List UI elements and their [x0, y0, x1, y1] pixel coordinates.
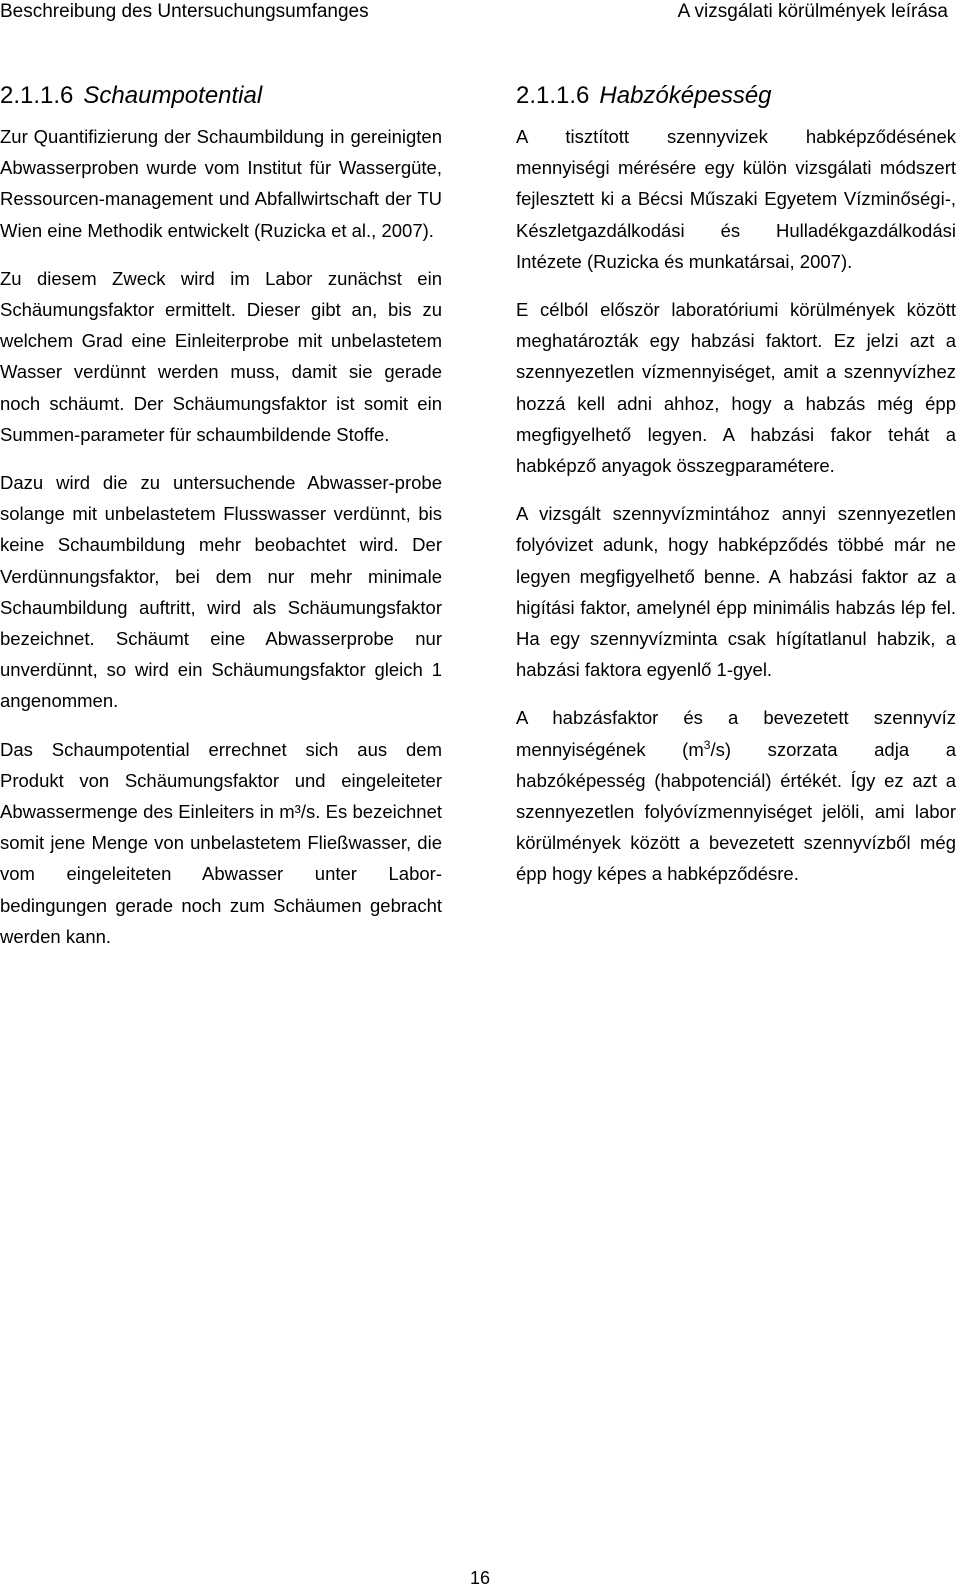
running-header-left: Beschreibung des Untersuchungsumfanges [0, 1, 369, 22]
page-number: 16 [469, 1568, 491, 1588]
german-paragraph: Dazu wird die zu untersuchende Abwasser-probe solange mit unbelastetem Flusswasser verdünnt, bis keine Schaumbildung mehr beobachtet wird. Der Verdünnungsfaktor, bei dem nur mehr minimale Schaumbildung auftritt, wird als Schäumungsfaktor bezeichnet. Schäumt eine Abwasserprobe nur unverdünnt, so wird ein Schäumungsfaktor gleich 1 angenommen. [0, 472, 442, 712]
hungarian-paragraph: A vizsgált szennyvízmintához annyi szennyezetlen folyóvizet adunk, hogy habképződés többé már ne legyen megfigyelhető benne. A habzási faktor az a higítási faktor, amelynél épp minimális habzás lép fel. Ha egy szennyvízminta csak hígítatlanul habzik, a habzási faktora egyenlő 1-gyel. [516, 503, 956, 681]
hungarian-last-text-a: A habzásfaktor és a bevezetett szennyvíz mennyiségének (m [516, 707, 956, 760]
hungarian-paragraph: A tisztított szennyvizek habképződésének mennyiségi mérésére egy külön vizsgálati módszert fejlesztett ki a Bécsi Műszaki Egyetem Vízminőségi-, Készletgazdálkodási és Hulladékgazdálkodási Intézete (Ruzicka és munkatársai, 2007). [516, 126, 956, 272]
hungarian-column [516, 80, 956, 907]
hungarian-last-text-b: /s) szorzata adja a habzóképesség (habpotenciál) értékét. Így ez azt a szennyezetlen folyóvízmennyiséget jelöli, ami labor körülmények között a bevezetett szennyvízből még épp hogy képes a habképződésre. [516, 738, 957, 885]
hungarian-section-title: Habzóképesség [599, 82, 772, 109]
german-section-heading [0, 80, 442, 112]
hungarian-paragraph-last [516, 702, 956, 889]
hungarian-section-heading [516, 80, 956, 112]
hungarian-section-number: 2.1.1.6 [516, 82, 590, 109]
running-header-right: A vizsgálati körülmények leírása [677, 1, 948, 22]
german-column [0, 80, 442, 969]
german-paragraph: Zur Quantifizierung der Schaumbildung in gereinigten Abwasserproben wurde vom Institut für Wassergüte, Ressourcen-management und Abfallwirtschaft der TU Wien eine Methodik entwickelt (Ruzicka et al., 2007). [0, 126, 442, 241]
hungarian-paragraph: E célból először laboratóriumi körülmények között meghatározták egy habzási faktort. Ez jelzi azt a szennyezetlen vízmennyiséget, amit a szennyvízhez hozzá kell adni ahhoz, hogy a habzás még épp megfigyelhető legyen. A habzási fakor tehát a habképző anyagok összegparamétere. [516, 299, 956, 477]
german-paragraph: Das Schaumpotential errechnet sich aus dem Produkt von Schäumungsfaktor und eingeleiteter Abwassermenge des Einleiters in m³/s. Es bezeichnet somit jene Menge von unbelastetem Fließwasser, die vom eingeleiteten Abwasser unter Labor-bedingungen gerade noch zum Schäumen gebracht werden kann. [0, 738, 442, 947]
german-section-number: 2.1.1.6 [0, 82, 74, 109]
german-section-title: Schaumpotential [83, 82, 263, 109]
superscript-exponent: 3 [703, 737, 711, 752]
german-paragraph: Zu diesem Zweck wird im Labor zunächst ein Schäumungsfaktor ermittelt. Dieser gibt an, bis zu welchem Grad eine Einleiterprobe mit unbelastetem Wasser verdünnt werden muss, damit sie gerade noch schäumt. Der Schäumungsfaktor ist somit ein Summen-parameter für schaumbildende Stoffe. [0, 267, 442, 445]
